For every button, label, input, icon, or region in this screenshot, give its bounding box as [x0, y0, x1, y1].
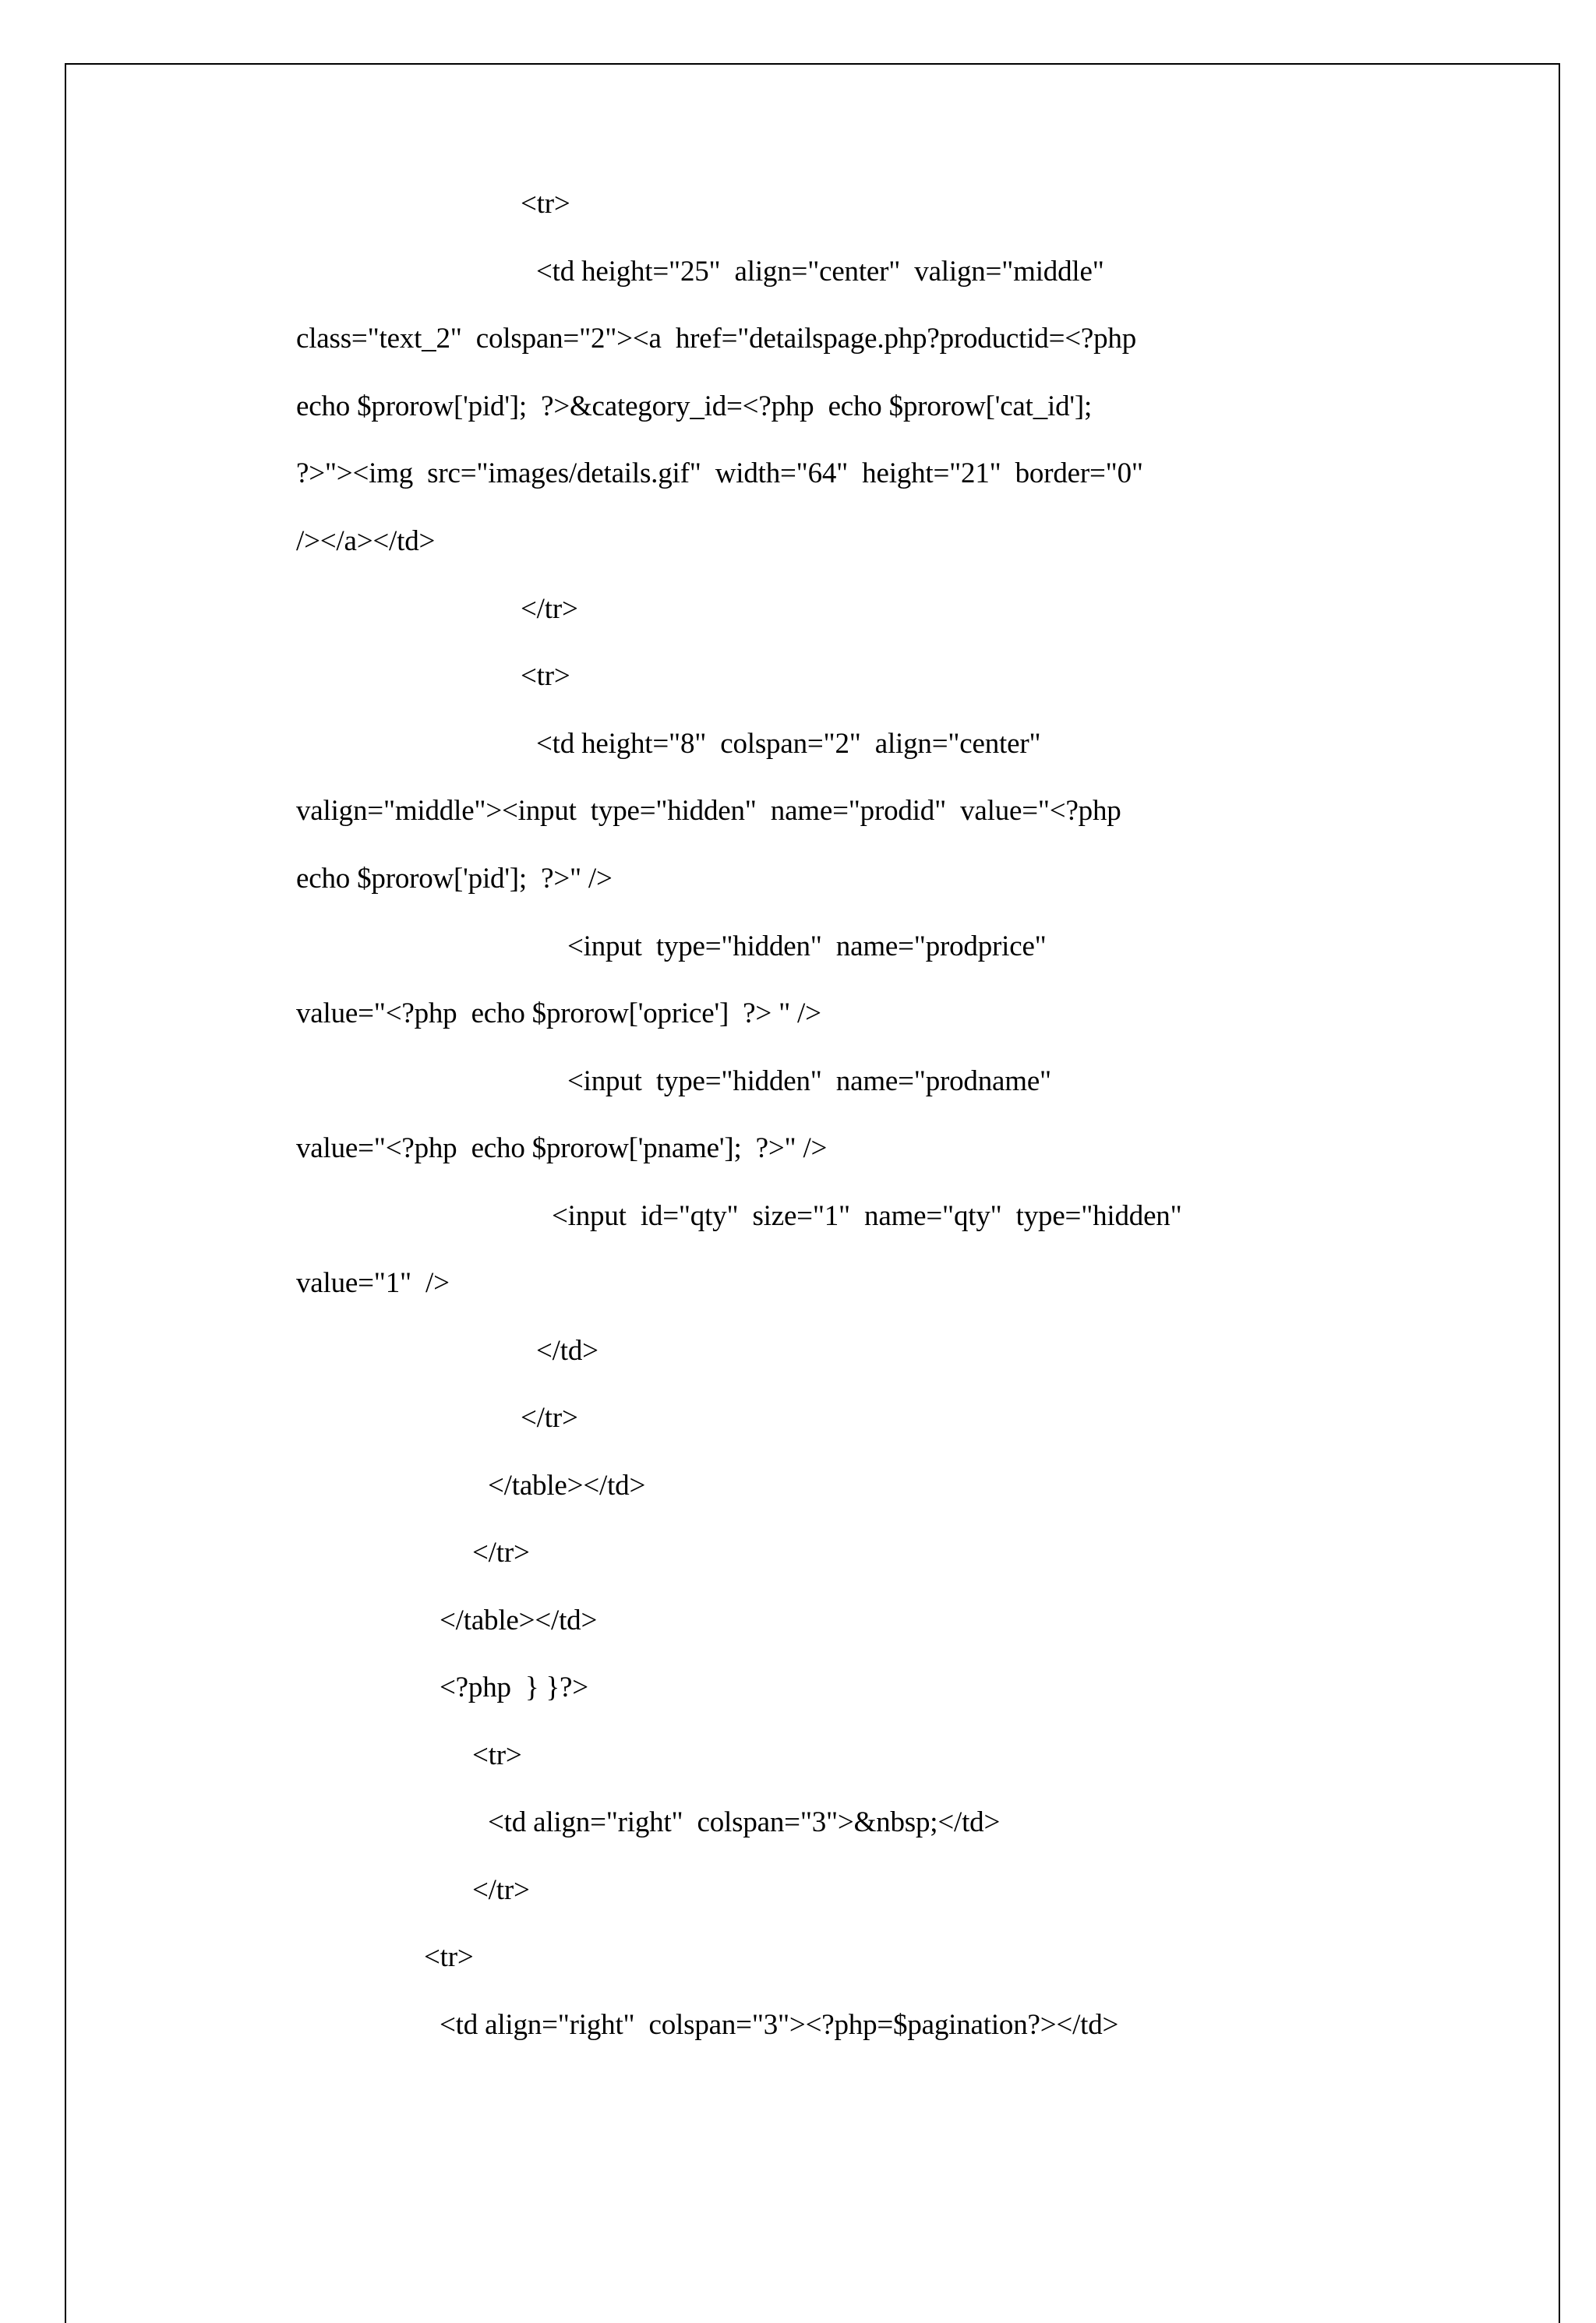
- code-line: <tr>: [521, 660, 570, 692]
- code-line: </tr>: [521, 1402, 578, 1434]
- code-line: value="1" />: [296, 1267, 450, 1299]
- code-line: <input type="hidden" name="prodname": [567, 1065, 1051, 1097]
- code-line: <input id="qty" size="1" name="qty" type="hidden": [552, 1200, 1182, 1232]
- code-line: <tr>: [424, 1941, 474, 1973]
- code-line: valign="middle"><input type="hidden" name="prodid" value="<?php: [296, 795, 1121, 827]
- code-line: echo $prorow['pid']; ?>&category_id=<?php echo $prorow['cat_id'];: [296, 390, 1093, 422]
- code-line: <td align="right" colspan="3">&nbsp;</td>: [488, 1806, 1001, 1838]
- code-line: value="<?php echo $prorow['pname']; ?>" />: [296, 1132, 828, 1164]
- code-line: </table></td>: [440, 1605, 598, 1636]
- code-line: <td height="8" colspan="2" align="center": [536, 728, 1041, 760]
- code-line: <tr>: [472, 1739, 522, 1771]
- code-line: </tr>: [472, 1874, 530, 1906]
- code-line: <td align="right" colspan="3"><?php=$pagination?></td>: [440, 2009, 1119, 2041]
- code-line: <input type="hidden" name="prodprice": [567, 930, 1047, 962]
- code-line: echo $prorow['pid']; ?>" />: [296, 863, 613, 895]
- code-line: value="<?php echo $prorow['oprice'] ?> " />: [296, 997, 821, 1029]
- code-line: class="text_2" colspan="2"><a href="detailspage.php?productid=<?php: [296, 323, 1137, 355]
- code-line: </tr>: [521, 593, 578, 625]
- code-line: ?>"><img src="images/details.gif" width="64" height="21" border="0": [296, 457, 1143, 489]
- code-line: </table></td>: [488, 1470, 646, 1502]
- code-line: </tr>: [472, 1537, 530, 1569]
- code-line: <td height="25" align="center" valign="middle": [536, 256, 1104, 288]
- code-line: <?php } }?>: [440, 1672, 588, 1703]
- code-line: </td>: [536, 1335, 598, 1367]
- code-line: <tr>: [521, 188, 570, 220]
- code-line: /></a></td>: [296, 525, 436, 557]
